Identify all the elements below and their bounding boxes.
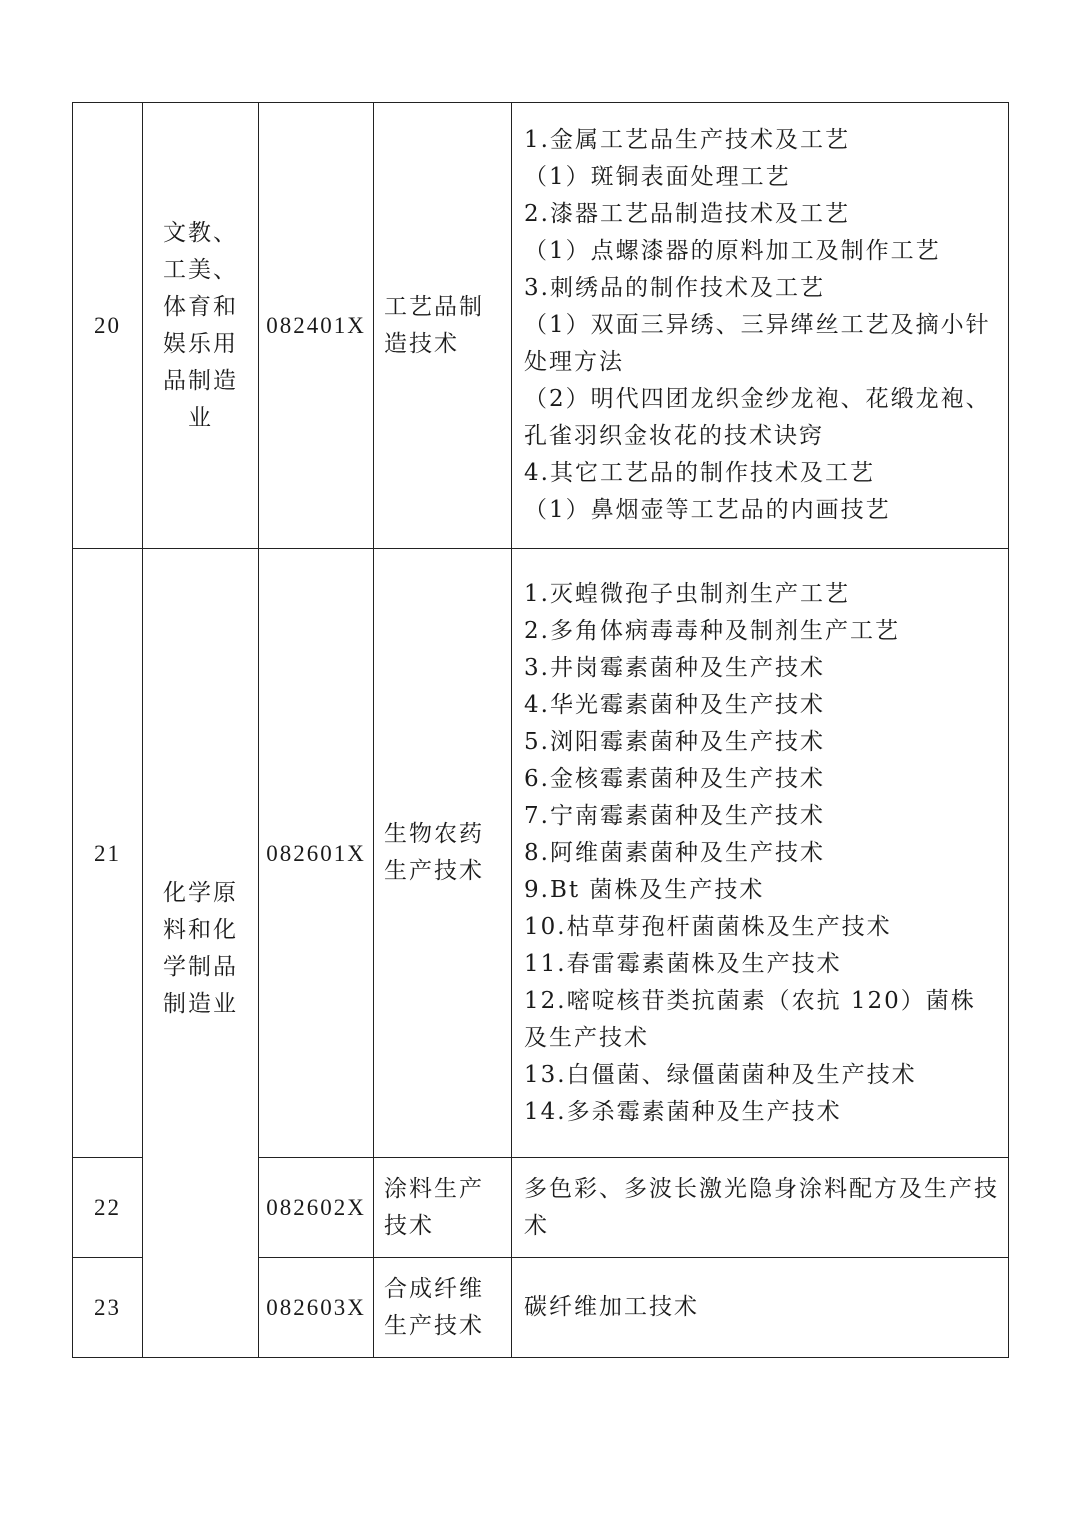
tech-items-cell bbox=[512, 1258, 1009, 1358]
tech-item: 1.灭蝗微孢子虫制剂生产工艺 bbox=[524, 580, 850, 607]
tech-items-cell bbox=[512, 103, 1009, 549]
table-row-20 bbox=[73, 103, 1009, 549]
tech-item: （1）斑铜表面处理工艺 bbox=[524, 164, 791, 190]
tech-item: 7.宁南霉素菌种及生产技术 bbox=[524, 802, 825, 829]
tech-code: 082401X bbox=[259, 103, 374, 549]
tech-item: 8.阿维菌素菌种及生产技术 bbox=[524, 839, 825, 866]
tech-catalog-table bbox=[72, 102, 1009, 1358]
tech-item: （1）点螺漆器的原料加工及制作工艺 bbox=[524, 238, 941, 264]
industry-cell bbox=[143, 103, 259, 549]
tech-item: 5.浏阳霉素菌种及生产技术 bbox=[524, 728, 825, 755]
tech-item: （2）明代四团龙织金纱龙袍、花缎龙袍、孔雀羽织金妆花的技术诀窍 bbox=[524, 386, 991, 449]
tech-item: 2.漆器工艺品制造技术及工艺 bbox=[524, 201, 850, 227]
tech-item: 2.多角体病毒毒种及制剂生产工艺 bbox=[524, 617, 900, 644]
tech-name: 工艺品制造技术 bbox=[374, 103, 512, 549]
table-row-21 bbox=[73, 549, 1009, 1158]
tech-item: 11.春雷霉素菌株及生产技术 bbox=[524, 950, 842, 977]
tech-item: 3.刺绣品的制作技术及工艺 bbox=[524, 275, 825, 301]
row-number: 22 bbox=[73, 1158, 143, 1258]
tech-item: 6.金核霉素菌种及生产技术 bbox=[524, 765, 825, 792]
industry-name: 文教、工美、体育和娱乐用品制造业 bbox=[163, 219, 238, 431]
tech-item: 4.华光霉素菌种及生产技术 bbox=[524, 691, 825, 718]
tech-item: 4.其它工艺品的制作技术及工艺 bbox=[524, 460, 875, 486]
tech-item: 14.多杀霉素菌种及生产技术 bbox=[524, 1098, 842, 1125]
tech-items-cell bbox=[512, 1158, 1009, 1258]
row-number: 21 bbox=[73, 549, 143, 1158]
tech-code: 082603X bbox=[259, 1258, 374, 1358]
tech-name: 生物农药生产技术 bbox=[374, 549, 512, 1158]
tech-item: 碳纤维加工技术 bbox=[524, 1294, 699, 1320]
row-number: 23 bbox=[73, 1258, 143, 1358]
tech-item: （1）双面三异绣、三异缂丝工艺及摘小针处理方法 bbox=[524, 312, 991, 375]
tech-code: 082601X bbox=[259, 549, 374, 1158]
tech-item: 多色彩、多波长激光隐身涂料配方及生产技术 bbox=[524, 1175, 999, 1239]
tech-item: 13.白僵菌、绿僵菌菌种及生产技术 bbox=[524, 1061, 917, 1088]
tech-item: 10.枯草芽孢杆菌菌株及生产技术 bbox=[524, 913, 892, 940]
tech-item: （1）鼻烟壶等工艺品的内画技艺 bbox=[524, 497, 891, 523]
tech-code: 082602X bbox=[259, 1158, 374, 1258]
row-number: 20 bbox=[73, 103, 143, 549]
tech-name: 涂料生产技术 bbox=[374, 1158, 512, 1258]
tech-item: 1.金属工艺品生产技术及工艺 bbox=[524, 127, 850, 153]
tech-name: 合成纤维生产技术 bbox=[374, 1258, 512, 1358]
tech-item: 3.井岗霉素菌种及生产技术 bbox=[524, 654, 825, 681]
tech-item: 12.嘧啶核苷类抗菌素（农抗 120）菌株及生产技术 bbox=[524, 987, 976, 1051]
industry-name: 化学原料和化学制品制造业 bbox=[163, 880, 238, 1017]
tech-items-cell bbox=[512, 549, 1009, 1158]
industry-cell bbox=[143, 549, 259, 1358]
tech-item: 9.Bt 菌株及生产技术 bbox=[524, 876, 765, 903]
